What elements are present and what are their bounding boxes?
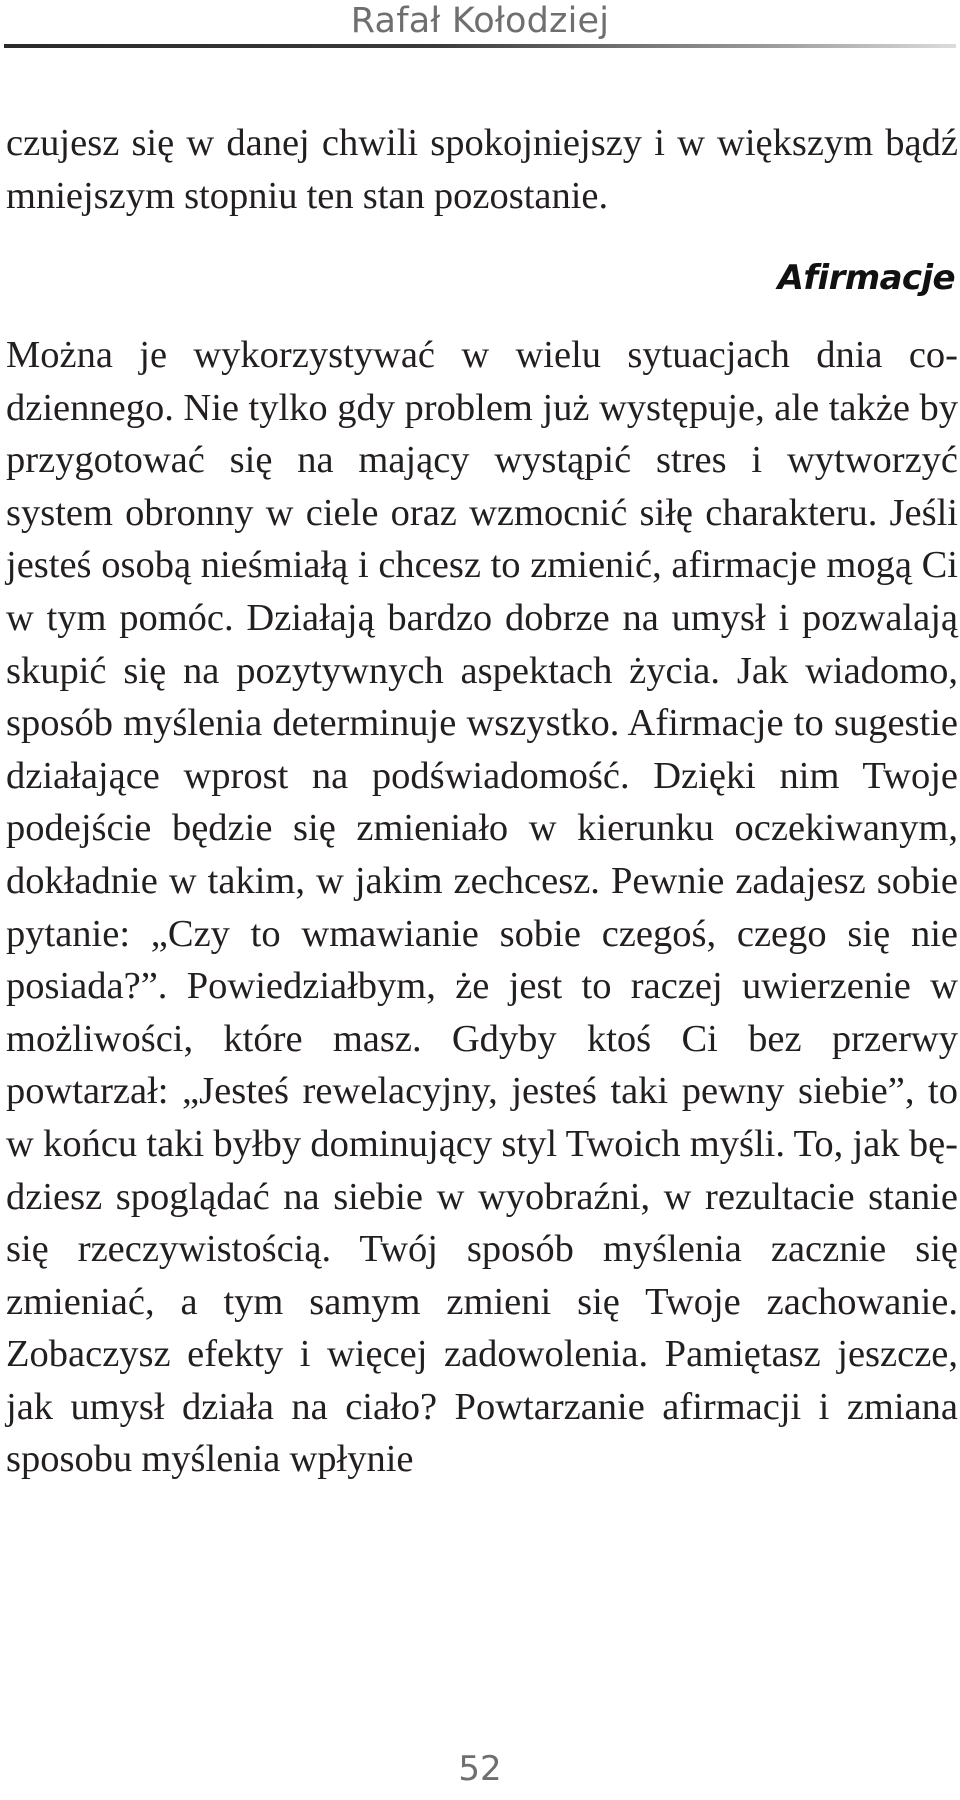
intro-paragraph: czujesz się w danej chwili spokojniejszy i w większym bądź mniejszym stopniu ten stan pozostanie. <box>6 122 958 217</box>
section-heading: Afirmacje <box>777 258 955 298</box>
header-rule <box>4 44 956 48</box>
running-header-author: Rafał Kołodziej <box>350 1 610 41</box>
page-number: 52 <box>458 1749 502 1789</box>
body-paragraph: Można je wykorzystywać w wielu sytuacjach dnia codziennego. Nie tylko gdy problem już występuje, ale także by przygotować się na mający wystąpić stres i wytworzyć system obronny w ciele oraz wzmocnić siłę charakteru. Jeśli jesteś osobą nieśmiałą i chcesz to zmienić, afirmacje mogą Ci w tym pomóc. Działają bardzo dobrze na umysł i pozwalają skupić się na pozytywnych aspektach życia. Jak wiadomo, sposób myślenia determinuje wszystko. Afirmacje to sugestie działające wprost na podświadomość. Dzięki nim Twoje podejście będzie się zmieniało w kierunku oczekiwanym, dokładnie w takim, w jakim zechcesz. Pewnie zadajesz sobie pytanie: „Czy to wmawianie sobie czegoś, czego się nie posiada?”. Powiedziałbym, że jest to raczej uwierzenie w możliwości, które masz. Gdyby ktoś Ci bez przerwy powtarzał: „Jesteś rewelacyjny, jesteś taki pewny siebie”, to w końcu taki byłby dominujący styl Twoich myśli. To, jak będziesz spoglądać na siebie w wyobraźni, w rezultacie stanie się rzeczywistością. Twój sposób myślenia zacznie się zmieniać, a tym samym zmieni się Twoje zachowanie. Zobaczysz efekty i więcej zadowolenia. Pamiętasz jeszcze, jak umysł działa na ciało? Powtarzanie afirmacji i zmiana sposobu myślenia wpłynie <box>6 334 958 1481</box>
